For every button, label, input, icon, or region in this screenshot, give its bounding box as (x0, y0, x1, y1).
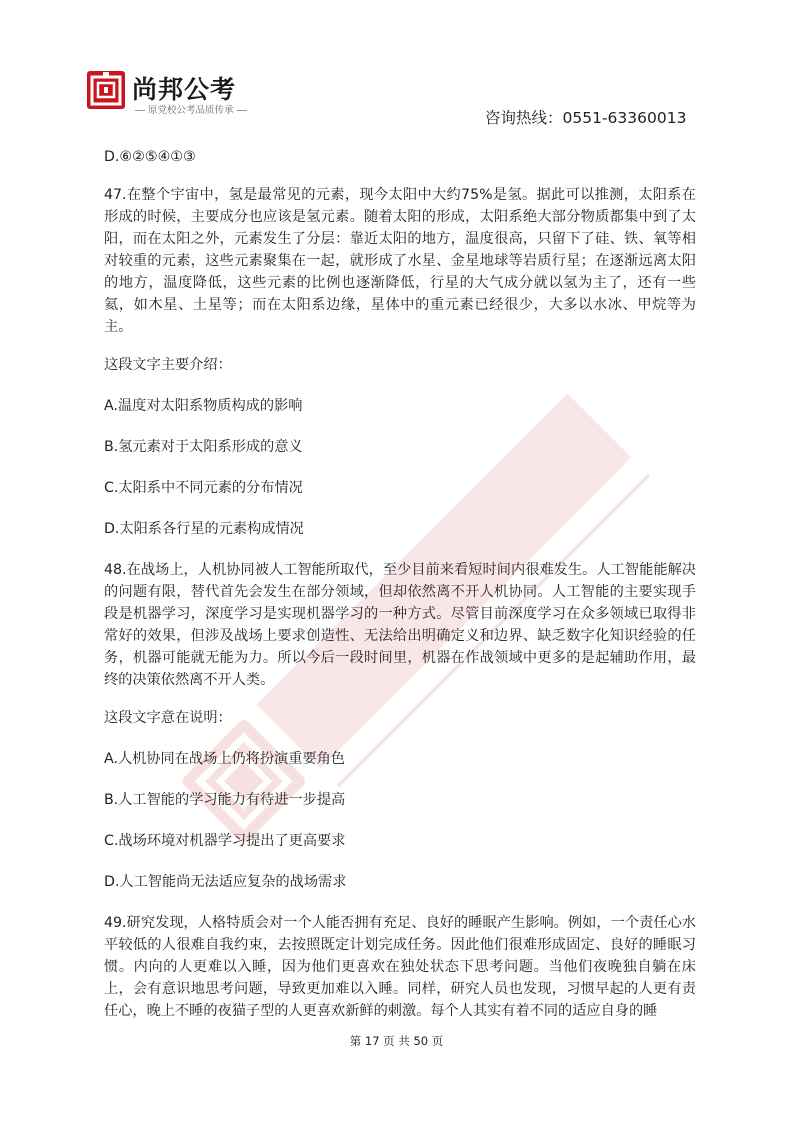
hotline-text: 咨询热线：0551-63360013 (485, 109, 687, 127)
question-48-stem: 这段文字意在说明： (104, 710, 232, 726)
question-47-stem: 这段文字主要介绍： (104, 357, 232, 373)
question-47-option-a: A.温度对太阳系物质构成的影响 (104, 398, 303, 414)
question-48-option-c: C.战场环境对机器学习提出了更高要求 (104, 833, 346, 849)
brand-logo (86, 70, 276, 120)
logo-seal-icon (86, 70, 126, 110)
question-47-text: 47.在整个宇宙中，氢是最常见的元素，现今太阳中大约75%是氢。据此可以推测，太阳系在形成的时候，主要成分也应该是氢元素。随着太阳的形成，太阳系绝大部分物质都集中到了太阳，而在太阳之外，元素发生了分层：靠近太阳的地方，温度很高，只留下了硅、铁、氧等相对较重的元素，这些元素聚集在一起，就形成了水星、金星地球等岩质行星；在逐渐远离太阳的地方，温度降低，这些元素的比例也逐渐降低，行星的大气成分就以氢为主了，还有一些氦，如木星、土星等；而在太阳系边缘，星体中的重元素已经很少，大多以水冰、甲烷等为主。 (104, 187, 696, 335)
question-47-option-b: B.氢元素对于太阳系形成的意义 (104, 439, 303, 455)
question-48-text: 48.在战场上，人机协同被人工智能所取代，至少目前来看短时间内很难发生。人工智能能解决的问题有限，替代首先会发生在部分领域，但却依然离不开人机协同。人工智能的主要实现手段是机器学习，深度学习是实现机器学习的一种方式。尽管目前深度学习在众多领域已取得非常好的效果，但涉及战场上要求创造性、无法给出明确定义和边界、缺乏数字化知识经验的任务，机器可能就无能为力。所以今后一段时间里，机器在作战领域中更多的是起辅助作用，最终的决策依然离不开人类。 (104, 562, 696, 688)
question-47-option-c: C.太阳系中不同元素的分布情况 (104, 480, 303, 496)
logo-slogan: 原党校公考品质传承 (132, 102, 250, 116)
question-49-text: 49.研究发现，人格特质会对一个人能否拥有充足、良好的睡眠产生影响。例如，一个责任心水平较低的人很难自我约束，去按照既定计划完成任务。因此他们很难形成固定、良好的睡眠习惯。内向的人更难以入睡，因为他们更喜欢在独处状态下思考问题。当他们夜晚独自躺在床上，会有意识地思考问题，导致更加难以入睡。同样，研究人员也发现，习惯早起的人更有责任心，晚上不睡的夜猫子型的人更喜欢新鲜的刺激。每个人其实有着不同的适应自身的睡 (104, 915, 696, 1019)
page-number: 第 17 页 共 50 页 (349, 1034, 444, 1048)
previous-option-d: D.⑥②⑤④①③ (104, 149, 196, 165)
document-body (104, 146, 696, 1022)
logo-name: 尚邦公考 (132, 75, 237, 104)
question-48-option-b: B.人工智能的学习能力有待进一步提高 (104, 792, 346, 808)
question-48-option-a: A.人机协同在战场上仍将扮演重要角色 (104, 751, 345, 767)
question-48-option-d: D.人工智能尚无法适应复杂的战场需求 (104, 874, 347, 890)
question-47-option-d: D.太阳系各行星的元素构成情况 (104, 521, 304, 537)
